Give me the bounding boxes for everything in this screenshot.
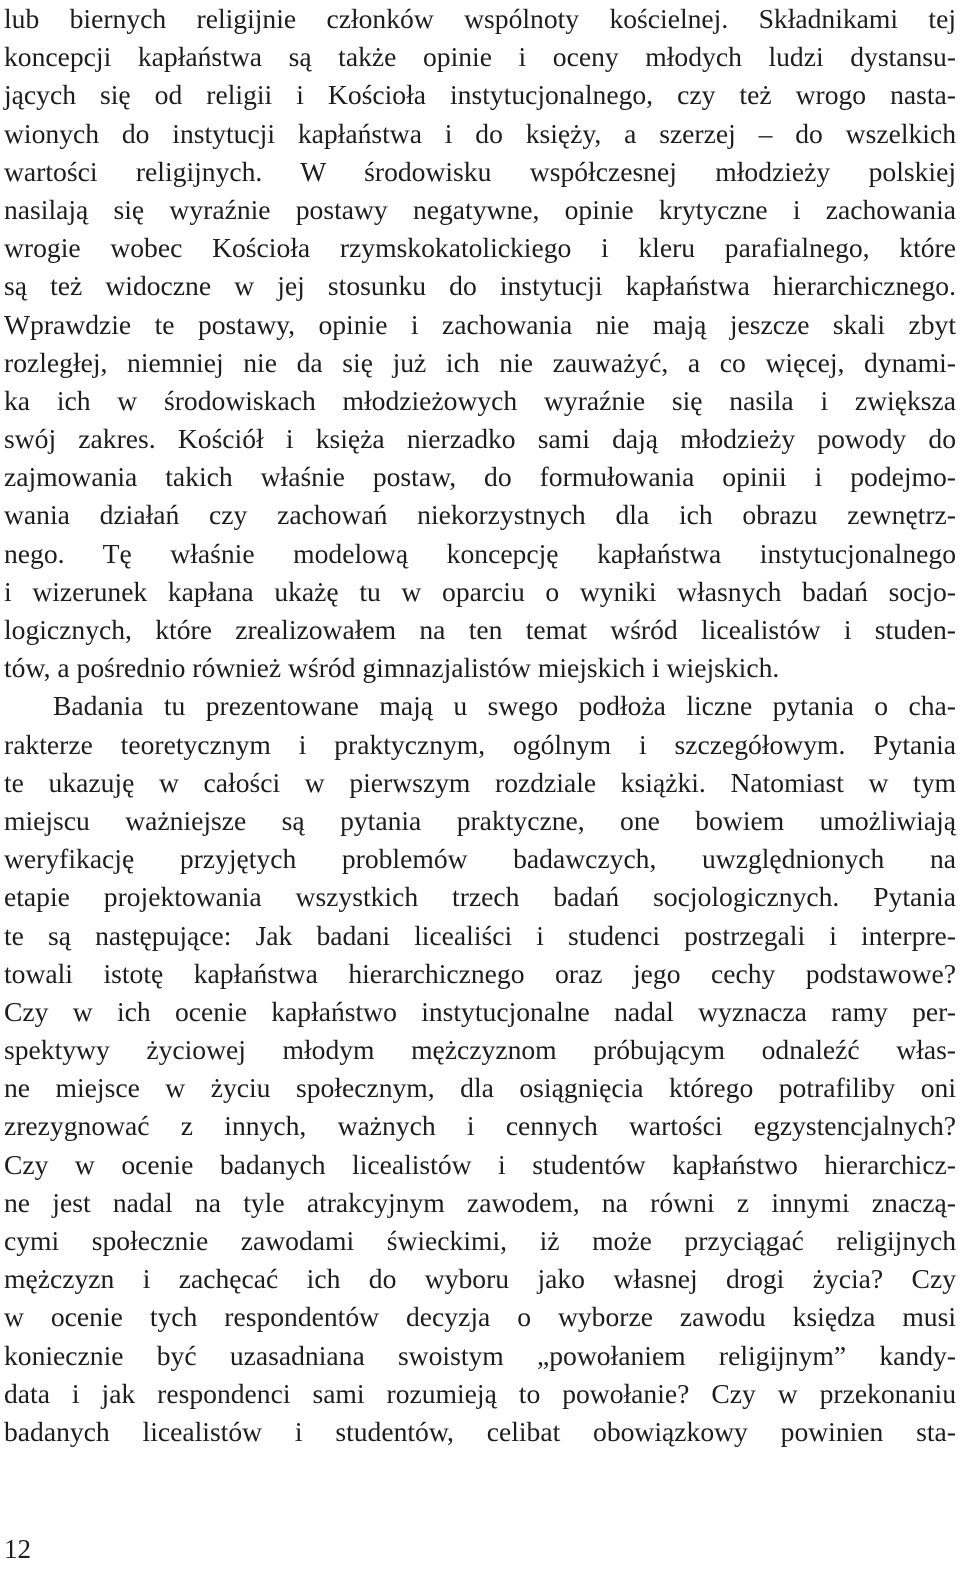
text-line: ne miejsce w życiu społecznym, dla osiągnięcia którego potrafiliby oni: [4, 1072, 956, 1104]
text-line: weryfikację przyjętych problemów badawczych, uwzględnionych na: [4, 843, 956, 875]
text-line: są też widoczne w jej stosunku do instytucji kapłaństwa hierarchicznego.: [4, 270, 956, 302]
paragraph-last-line: tów, a pośrednio również wśród gimnazjalistów miejskich i wiejskich.: [4, 652, 780, 684]
text-line: badanych licealistów i studentów, celibat obowiązkowy powinien sta-: [4, 1415, 956, 1447]
text-line: nasilają się wyraźnie postawy negatywne, opinie krytyczne i zachowania: [4, 193, 956, 225]
text-line: koncepcji kapłaństwa są także opinie i oceny młodych ludzi dystansu-: [4, 41, 956, 73]
text-line: lub biernych religijnie członków wspólnoty kościelnej. Składnikami tej: [4, 3, 956, 34]
text-line: rakterze teoretycznym i praktycznym, ogólnym i szczegółowym. Pytania: [4, 728, 956, 760]
text-line: te ukazuję w całości w pierwszym rozdziale książki. Natomiast w tym: [4, 766, 956, 798]
text-line: Czy w ich ocenie kapłaństwo instytucjonalne nadal wyznacza ramy per-: [4, 995, 956, 1027]
text-line: Czy w ocenie badanych licealistów i studentów kapłaństwo hierarchicz-: [4, 1148, 956, 1180]
text-line: wrogie wobec Kościoła rzymskokatolickiego i kleru parafialnego, które: [4, 232, 956, 264]
paragraph-first-line: Badania tu prezentowane mają u swego podłoża liczne pytania o cha-: [53, 690, 956, 722]
text-line: etapie projektowania wszystkich trzech badań socjologicznych. Pytania: [4, 881, 956, 913]
text-line: jących się od religii i Kościoła instytucjonalnego, czy też wrogo nasta-: [4, 79, 956, 111]
text-line: cymi społecznie zawodami świeckimi, iż może przyciągać religijnych: [4, 1225, 956, 1256]
text-line: ka ich w środowiskach młodzieżowych wyraźnie się nasila i zwiększa: [4, 384, 956, 416]
text-line: wartości religijnych. W środowisku współczesnej młodzieży polskiej: [4, 155, 956, 187]
text-line: Wprawdzie te postawy, opinie i zachowania nie mają jeszcze skali zbyt: [4, 308, 956, 340]
page-number: 12: [4, 1534, 31, 1564]
text-line: i wizerunek kapłana ukażę tu w oparciu o wyniki własnych badań socjo-: [4, 575, 956, 607]
text-line: ne jest nadal na tyle atrakcyjnym zawodem, na równi z innymi znaczą-: [4, 1186, 956, 1218]
text-line: zajmowania takich właśnie postaw, do formułowania opinii i podejmo-: [4, 461, 956, 493]
text-line: zrezygnować z innych, ważnych i cennych wartości egzystencjalnych?: [4, 1110, 956, 1142]
text-line: spektywy życiowej młodym mężczyznom próbującym odnaleźć włas-: [4, 1034, 956, 1066]
text-line: wania działań czy zachowań niekorzystnych dla ich obrazu zewnętrz-: [4, 499, 956, 531]
text-line: nego. Tę właśnie modelową koncepcję kapłaństwa instytucjonalnego: [4, 537, 956, 569]
text-line: w ocenie tych respondentów decyzja o wyborze zawodu księdza musi: [4, 1301, 956, 1333]
text-line: logicznych, które zrealizowałem na ten temat wśród licealistów i studen-: [4, 614, 956, 645]
text-line: swój zakres. Kościół i księża nierzadko sami dają młodzieży powody do: [4, 423, 956, 455]
text-line: miejscu ważniejsze są pytania praktyczne, one bowiem umożliwiają: [4, 804, 956, 836]
text-line: koniecznie być uzasadniana swoistym „powołaniem religijnym” kandy-: [4, 1339, 956, 1371]
text-line: rozległej, niemniej nie da się już ich nie zauważyć, a co więcej, dynami-: [4, 346, 956, 378]
body-text: [4, 0, 956, 1451]
text-line: te są następujące: Jak badani licealiści i studenci postrzegali i interpre-: [4, 919, 956, 951]
text-line: data i jak respondenci sami rozumieją to powołanie? Czy w przekonaniu: [4, 1377, 956, 1409]
text-line: towali istotę kapłaństwa hierarchicznego oraz jego cechy podstawowe?: [4, 957, 956, 989]
text-line: mężczyzn i zachęcać ich do wyboru jako własnej drogi życia? Czy: [4, 1263, 956, 1295]
text-line: wionych do instytucji kapłaństwa i do księży, a szerzej – do wszelkich: [4, 117, 956, 149]
